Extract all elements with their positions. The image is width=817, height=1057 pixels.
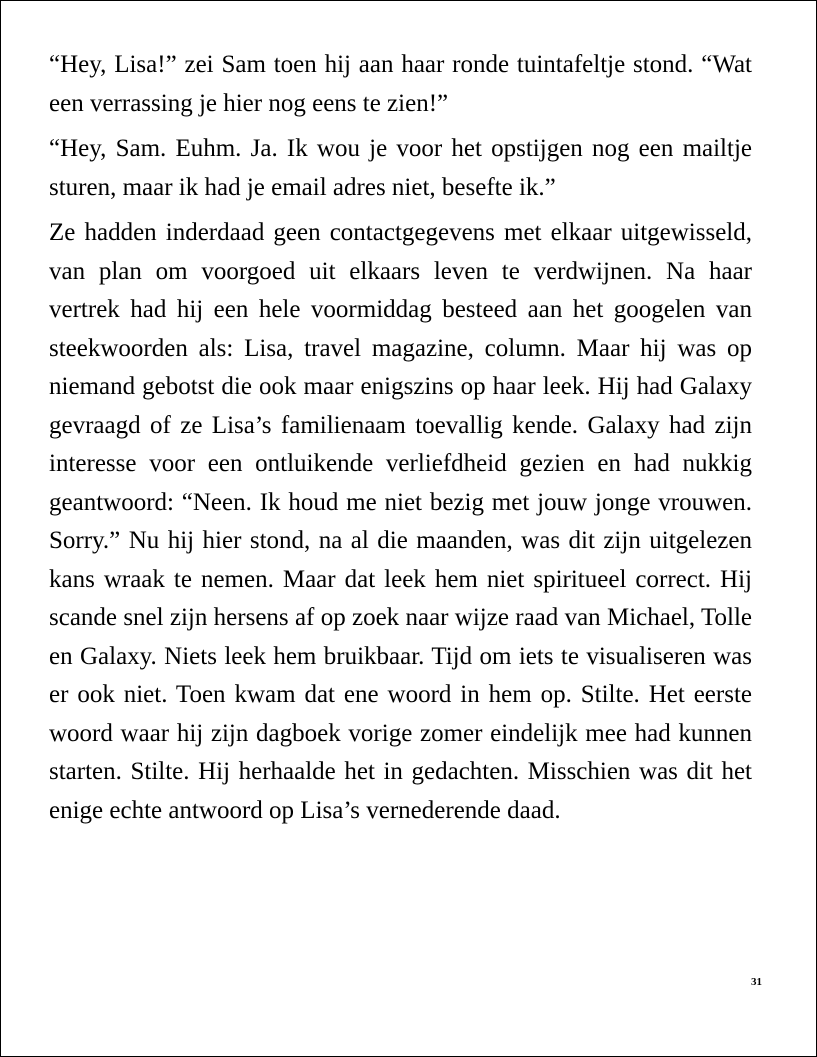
paragraph-2: “Hey, Sam. Euhm. Ja. Ik wou je voor het opstijgen nog een mailtje sturen, maar ik had je email adres niet, besefte ik.”: [49, 135, 752, 201]
paragraph-1: “Hey, Lisa!” zei Sam toen hij aan haar ronde tuintafeltje stond. “Wat een verrassing je hier nog eens te zien!”: [49, 51, 752, 117]
page-body-text: [49, 46, 752, 837]
page-number: 31: [751, 976, 762, 988]
paragraph-3: Ze hadden inderdaad geen contactgegevens met elkaar uitgewisseld, van plan om voorgoed uit elkaars leven te verdwijnen. Na haar vertrek had hij een hele voormiddag besteed aan het googelen van steekwoorden als: Lisa, travel magazine, column. Maar hij was op niemand gebotst die ook maar enigszins op haar leek. Hij had Galaxy gevraagd of ze Lisa’s familienaam toevallig kende. Galaxy had zijn interesse voor een ontluikende verliefdheid gezien en had nukkig geantwoord: “Neen. Ik houd me niet bezig met jouw jonge vrouwen. Sorry.” Nu hij hier stond, na al die maanden, was dit zijn uitgelezen kans wraak te nemen. Maar dat leek hem niet spiritueel correct. Hij scande snel zijn hersens af op zoek naar wijze raad van Michael, Tolle en Galaxy. Niets leek hem bruikbaar. Tijd om iets te visualiseren was er ook niet. Toen kwam dat ene woord in hem op. Stilte. Het eerste woord waar hij zijn dagboek vorige zomer eindelijk mee had kunnen starten. Stilte. Hij herhaalde het in gedachten. Misschien was dit het enige echte antwoord op Lisa’s vernederende daad.: [49, 219, 752, 824]
